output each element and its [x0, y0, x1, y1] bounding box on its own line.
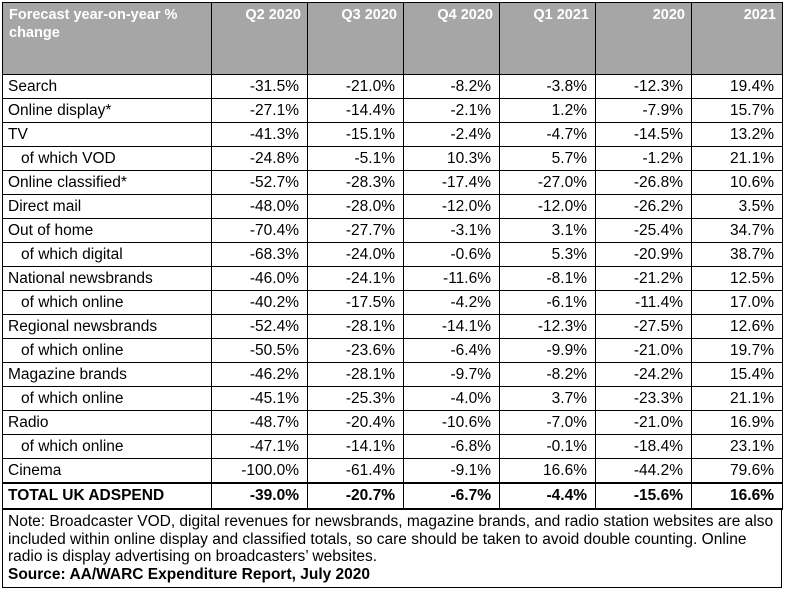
cell-q4-2020: -9.7%	[404, 363, 500, 387]
cell-q4-2020: -6.4%	[404, 339, 500, 363]
cell-2021: 16.9%	[692, 411, 783, 435]
cell-q3-2020: -21.0%	[308, 75, 404, 99]
cell-q1-2021: -27.0%	[500, 171, 596, 195]
table-row	[3, 99, 783, 123]
cell-q1-2021: -4.4%	[500, 483, 596, 509]
cell-2021: 38.7%	[692, 243, 783, 267]
cell-q2-2020: -24.8%	[212, 147, 308, 171]
cell-2020: -26.2%	[596, 195, 692, 219]
cell-2020: -25.4%	[596, 219, 692, 243]
row-label: Online display*	[3, 99, 212, 123]
cell-q3-2020: -28.0%	[308, 195, 404, 219]
cell-q1-2021: 1.2%	[500, 99, 596, 123]
cell-q2-2020: -39.0%	[212, 483, 308, 509]
cell-q4-2020: -8.2%	[404, 75, 500, 99]
cell-2021: 10.6%	[692, 171, 783, 195]
cell-q3-2020: -14.1%	[308, 435, 404, 459]
cell-q3-2020: -27.7%	[308, 219, 404, 243]
cell-q2-2020: -47.1%	[212, 435, 308, 459]
cell-q2-2020: -68.3%	[212, 243, 308, 267]
cell-q3-2020: -14.4%	[308, 99, 404, 123]
cell-2020: -26.8%	[596, 171, 692, 195]
cell-q2-2020: -27.1%	[212, 99, 308, 123]
cell-q2-2020: -52.7%	[212, 171, 308, 195]
cell-q2-2020: -48.0%	[212, 195, 308, 219]
table-row	[3, 195, 783, 219]
cell-q3-2020: -61.4%	[308, 459, 404, 484]
table-row	[3, 267, 783, 291]
cell-q1-2021: -12.3%	[500, 315, 596, 339]
cell-q4-2020: -4.2%	[404, 291, 500, 315]
cell-q2-2020: -40.2%	[212, 291, 308, 315]
row-label: of which online	[3, 339, 212, 363]
cell-q4-2020: -11.6%	[404, 267, 500, 291]
table-row	[3, 243, 783, 267]
row-label: Magazine brands	[3, 363, 212, 387]
cell-q2-2020: -50.5%	[212, 339, 308, 363]
row-label: Radio	[3, 411, 212, 435]
cell-2021: 19.7%	[692, 339, 783, 363]
cell-q4-2020: -9.1%	[404, 459, 500, 484]
table-row	[3, 411, 783, 435]
cell-2020: -23.3%	[596, 387, 692, 411]
footnote-box	[2, 510, 782, 588]
cell-2020: -21.0%	[596, 339, 692, 363]
cell-q2-2020: -45.1%	[212, 387, 308, 411]
cell-2020: -7.9%	[596, 99, 692, 123]
cell-q3-2020: -24.0%	[308, 243, 404, 267]
row-label: Direct mail	[3, 195, 212, 219]
cell-q3-2020: -25.3%	[308, 387, 404, 411]
table-row	[3, 339, 783, 363]
cell-q1-2021: -8.1%	[500, 267, 596, 291]
cell-q4-2020: -2.4%	[404, 123, 500, 147]
cell-q2-2020: -48.7%	[212, 411, 308, 435]
cell-2021: 15.7%	[692, 99, 783, 123]
cell-q3-2020: -20.4%	[308, 411, 404, 435]
row-label: National newsbrands	[3, 267, 212, 291]
table-row	[3, 75, 783, 99]
cell-2020: -1.2%	[596, 147, 692, 171]
table-row	[3, 459, 783, 484]
cell-2021: 12.5%	[692, 267, 783, 291]
cell-q3-2020: -24.1%	[308, 267, 404, 291]
cell-2020: -24.2%	[596, 363, 692, 387]
cell-2020: -21.0%	[596, 411, 692, 435]
cell-q4-2020: -10.6%	[404, 411, 500, 435]
row-label: of which online	[3, 387, 212, 411]
total-label: TOTAL UK ADSPEND	[3, 483, 212, 509]
cell-2020: -27.5%	[596, 315, 692, 339]
cell-2021: 12.6%	[692, 315, 783, 339]
cell-q4-2020: -14.1%	[404, 315, 500, 339]
cell-2021: 21.1%	[692, 147, 783, 171]
cell-q2-2020: -70.4%	[212, 219, 308, 243]
cell-q1-2021: -9.9%	[500, 339, 596, 363]
table-row	[3, 387, 783, 411]
source-text: Source: AA/WARC Expenditure Report, July 2020	[8, 565, 371, 583]
cell-q4-2020: -17.4%	[404, 171, 500, 195]
cell-q4-2020: -2.1%	[404, 99, 500, 123]
cell-2021: 34.7%	[692, 219, 783, 243]
table-row	[3, 435, 783, 459]
table-row	[3, 147, 783, 171]
cell-2021: 15.4%	[692, 363, 783, 387]
header-q2-2020: Q2 2020	[212, 3, 308, 75]
cell-q1-2021: -3.8%	[500, 75, 596, 99]
row-label: of which online	[3, 291, 212, 315]
row-label: Search	[3, 75, 212, 99]
adspend-forecast-panel	[2, 2, 782, 588]
cell-q1-2021: 3.7%	[500, 387, 596, 411]
header-2021: 2021	[692, 3, 783, 75]
row-label: of which digital	[3, 243, 212, 267]
cell-q3-2020: -28.3%	[308, 171, 404, 195]
table-header-row	[3, 3, 783, 75]
row-label: TV	[3, 123, 212, 147]
cell-q4-2020: -6.8%	[404, 435, 500, 459]
cell-q2-2020: -52.4%	[212, 315, 308, 339]
cell-2020: -20.9%	[596, 243, 692, 267]
cell-q2-2020: -100.0%	[212, 459, 308, 484]
header-q3-2020: Q3 2020	[308, 3, 404, 75]
cell-q1-2021: -7.0%	[500, 411, 596, 435]
cell-2020: -44.2%	[596, 459, 692, 484]
adspend-forecast-table	[2, 2, 783, 510]
cell-q1-2021: -0.1%	[500, 435, 596, 459]
cell-2020: -21.2%	[596, 267, 692, 291]
cell-2021: 13.2%	[692, 123, 783, 147]
cell-q4-2020: -0.6%	[404, 243, 500, 267]
cell-q2-2020: -46.0%	[212, 267, 308, 291]
header-q4-2020: Q4 2020	[404, 3, 500, 75]
cell-q1-2021: 5.7%	[500, 147, 596, 171]
cell-2020: -15.6%	[596, 483, 692, 509]
cell-q4-2020: -6.7%	[404, 483, 500, 509]
table-body	[3, 75, 783, 510]
header-2020: 2020	[596, 3, 692, 75]
cell-q3-2020: -28.1%	[308, 363, 404, 387]
cell-q3-2020: -28.1%	[308, 315, 404, 339]
cell-2021: 79.6%	[692, 459, 783, 484]
cell-2021: 17.0%	[692, 291, 783, 315]
cell-q4-2020: 10.3%	[404, 147, 500, 171]
table-row	[3, 123, 783, 147]
cell-q1-2021: -4.7%	[500, 123, 596, 147]
header-q1-2021: Q1 2021	[500, 3, 596, 75]
table-row	[3, 219, 783, 243]
table-row	[3, 171, 783, 195]
cell-q4-2020: -12.0%	[404, 195, 500, 219]
cell-q1-2021: 3.1%	[500, 219, 596, 243]
row-label: Out of home	[3, 219, 212, 243]
cell-q2-2020: -41.3%	[212, 123, 308, 147]
total-row	[3, 483, 783, 509]
cell-2020: -14.5%	[596, 123, 692, 147]
cell-q2-2020: -46.2%	[212, 363, 308, 387]
cell-q1-2021: -8.2%	[500, 363, 596, 387]
cell-q3-2020: -20.7%	[308, 483, 404, 509]
cell-q3-2020: -23.6%	[308, 339, 404, 363]
header-forecast-label: Forecast year-on-year % change	[3, 3, 212, 75]
cell-2021: 19.4%	[692, 75, 783, 99]
cell-2020: -12.3%	[596, 75, 692, 99]
cell-2021: 21.1%	[692, 387, 783, 411]
cell-q1-2021: 5.3%	[500, 243, 596, 267]
row-label: of which online	[3, 435, 212, 459]
cell-q1-2021: 16.6%	[500, 459, 596, 484]
footnote-text: Note: Broadcaster VOD, digital revenues for newsbrands, magazine brands, and radio station websites are also included within online display and classified totals, so care should be taken to avoid double counting. Online radio is display advertising on broadcasters’ websites.	[8, 513, 774, 565]
cell-2020: -11.4%	[596, 291, 692, 315]
cell-2020: -18.4%	[596, 435, 692, 459]
row-label: Regional newsbrands	[3, 315, 212, 339]
cell-2021: 23.1%	[692, 435, 783, 459]
cell-2021: 16.6%	[692, 483, 783, 509]
row-label: Online classified*	[3, 171, 212, 195]
cell-q4-2020: -4.0%	[404, 387, 500, 411]
cell-q4-2020: -3.1%	[404, 219, 500, 243]
table-row	[3, 315, 783, 339]
cell-q3-2020: -5.1%	[308, 147, 404, 171]
cell-q3-2020: -17.5%	[308, 291, 404, 315]
table-row	[3, 363, 783, 387]
cell-q2-2020: -31.5%	[212, 75, 308, 99]
table-row	[3, 291, 783, 315]
cell-q1-2021: -6.1%	[500, 291, 596, 315]
row-label: of which VOD	[3, 147, 212, 171]
cell-2021: 3.5%	[692, 195, 783, 219]
cell-q3-2020: -15.1%	[308, 123, 404, 147]
row-label: Cinema	[3, 459, 212, 484]
cell-q1-2021: -12.0%	[500, 195, 596, 219]
